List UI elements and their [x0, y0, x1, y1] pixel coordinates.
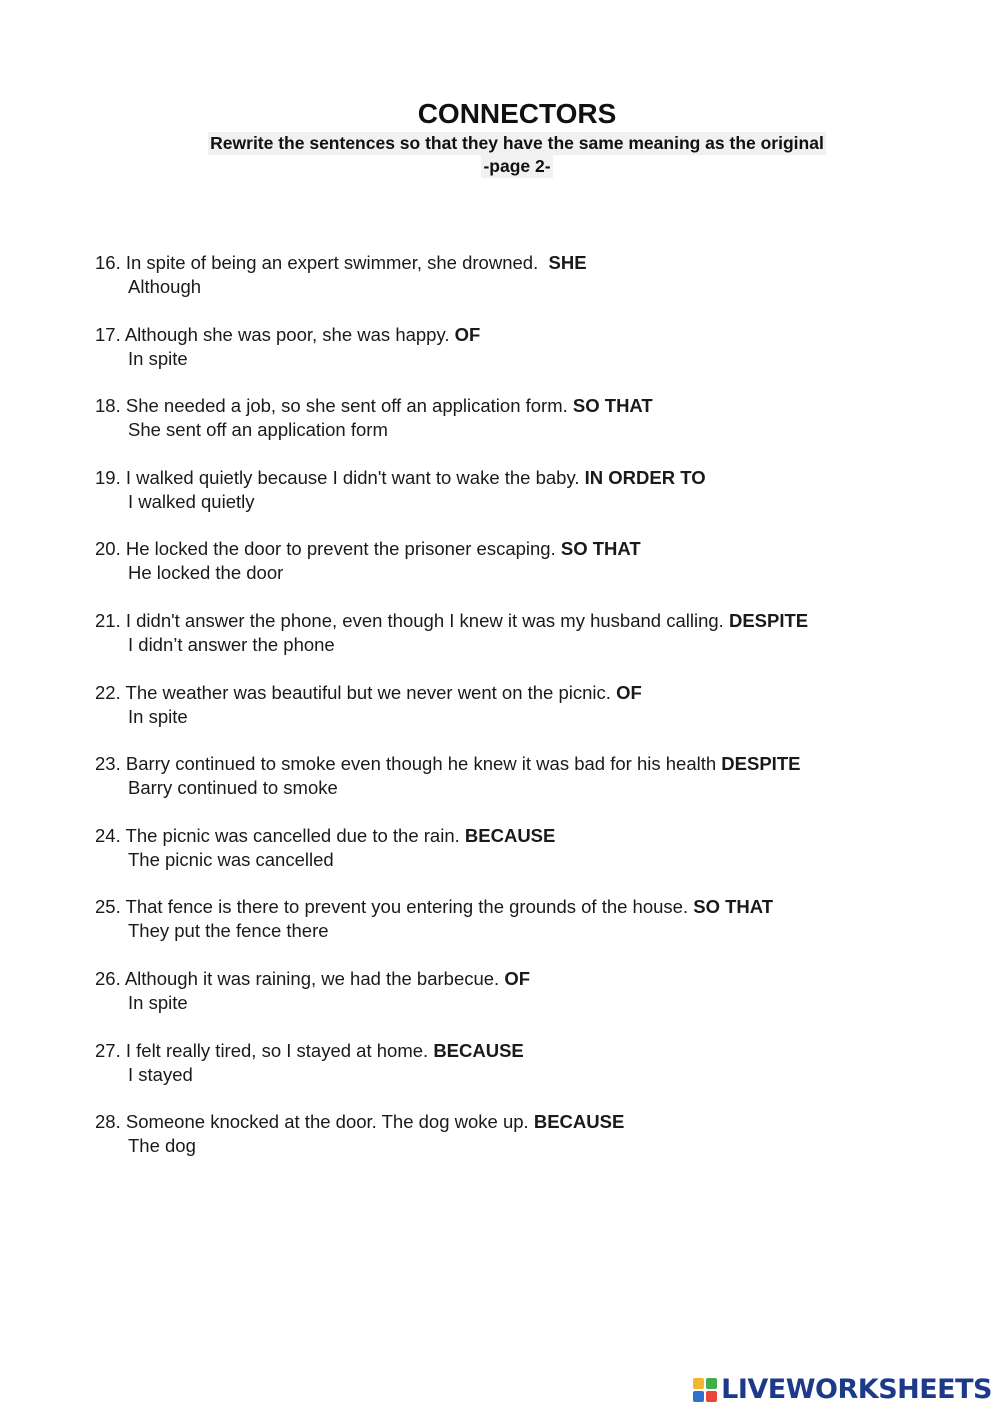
page-title: CONNECTORS [417, 98, 617, 129]
answer-starter: In spite [128, 705, 188, 727]
exercise-item [95, 394, 935, 466]
exercise-sentence: I didn't answer the phone, even though I knew it was my husband calling. [125, 609, 724, 631]
exercise-number: 26. [95, 967, 121, 989]
exercise-item [95, 895, 935, 967]
logo-square [693, 1378, 704, 1389]
exercise-sentence: Although it was raining, we had the barbecue. [124, 967, 500, 989]
exercise-number: 17. [95, 323, 121, 345]
exercise-number: 16. [95, 252, 121, 273]
exercise-prompt [95, 752, 935, 776]
answer-starter: I stayed [128, 1063, 193, 1085]
exercise-sentence: The weather was beautiful but we never went on the picnic. [125, 681, 611, 703]
answer-starter: In spite [128, 347, 188, 369]
exercise-keyword: SO THAT [560, 538, 641, 560]
exercise-item [95, 251, 935, 323]
logo-square [693, 1391, 704, 1402]
answer-starter: The dog [128, 1135, 196, 1157]
exercise-prompt [95, 1039, 935, 1063]
exercise-prompt [95, 967, 935, 991]
page-number-label: -page 2- [483, 156, 551, 176]
exercise-sentence: He locked the door to prevent the prisoner escaping. [125, 538, 556, 560]
exercise-number: 23. [95, 753, 121, 775]
exercise-item [95, 466, 935, 538]
exercise-prompt [95, 1110, 935, 1134]
exercise-keyword: IN ORDER TO [584, 466, 706, 488]
exercise-keyword: OF [454, 323, 481, 345]
brand-name: LIVEWORKSHEETS [721, 1374, 992, 1405]
exercise-item [95, 967, 935, 1039]
exercise-keyword: SO THAT [572, 395, 653, 417]
exercise-number: 19. [95, 466, 121, 488]
exercise-sentence: Barry continued to smoke even though he knew it was bad for his health [125, 753, 717, 775]
exercise-number: 24. [95, 824, 121, 846]
exercise-sentence: She needed a job, so she sent off an application form. [125, 395, 568, 417]
exercise-keyword: OF [504, 967, 531, 989]
exercise-number: 18. [95, 395, 121, 417]
exercise-keyword: BECAUSE [464, 824, 556, 846]
exercise-keyword: DESPITE [721, 753, 801, 775]
logo-square [706, 1378, 717, 1389]
exercise-prompt [95, 895, 935, 919]
exercise-number: 27. [95, 1039, 121, 1061]
exercise-number: 25. [95, 896, 121, 918]
exercise-number: 22. [95, 681, 121, 703]
exercise-number: 21. [95, 609, 121, 631]
exercise-item [95, 609, 935, 681]
exercise-prompt [95, 323, 935, 347]
answer-starter: In spite [128, 991, 188, 1013]
exercise-sentence: Although she was poor, she was happy. [124, 323, 450, 345]
exercise-item [95, 1110, 935, 1182]
answer-starter: Barry continued to smoke [128, 777, 338, 799]
exercise-prompt [95, 394, 935, 418]
exercise-keyword: OF [616, 681, 642, 703]
exercise-list [95, 251, 935, 1182]
exercise-item [95, 537, 935, 609]
exercise-sentence: In spite of being an expert swimmer, she drowned. [125, 252, 539, 273]
exercise-prompt [95, 537, 935, 561]
exercise-prompt [95, 824, 935, 848]
exercise-number: 28. [95, 1111, 121, 1133]
exercise-keyword: BECAUSE [533, 1111, 625, 1133]
logo-square [706, 1391, 717, 1402]
answer-starter: The picnic was cancelled [128, 848, 334, 870]
exercise-prompt [95, 609, 935, 633]
exercise-item [95, 824, 935, 896]
liveworksheets-brand[interactable] [693, 1375, 992, 1405]
exercise-prompt [95, 251, 935, 275]
answer-starter: I walked quietly [128, 490, 255, 512]
exercise-sentence: I felt really tired, so I stayed at home. [125, 1039, 429, 1061]
worksheet-header [0, 96, 1000, 178]
exercise-item [95, 323, 935, 395]
exercise-sentence: That fence is there to prevent you entering the grounds of the house. [125, 896, 689, 918]
exercise-number: 20. [95, 538, 121, 560]
exercise-prompt [95, 466, 935, 490]
instructions: Rewrite the sentences so that they have the same meaning as the original [210, 133, 824, 153]
exercise-keyword: BECAUSE [433, 1039, 524, 1061]
answer-starter: They put the fence there [128, 920, 329, 942]
exercise-keyword: SHE [548, 252, 587, 273]
exercise-item [95, 1039, 935, 1111]
exercise-sentence: Someone knocked at the door. The dog woke up. [125, 1111, 529, 1133]
answer-starter: He locked the door [128, 562, 284, 584]
exercise-sentence: The picnic was cancelled due to the rain. [125, 824, 460, 846]
exercise-item [95, 752, 935, 824]
answer-starter: She sent off an application form [128, 419, 388, 441]
answer-starter: Although [128, 276, 202, 297]
answer-starter: I didn’t answer the phone [128, 633, 335, 655]
exercise-sentence: I walked quietly because I didn't want to wake the baby. [125, 466, 580, 488]
liveworksheets-logo-icon [693, 1378, 717, 1402]
exercise-prompt [95, 681, 935, 705]
exercise-keyword: DESPITE [728, 609, 809, 631]
exercise-keyword: SO THAT [693, 896, 774, 918]
exercise-item [95, 681, 935, 753]
